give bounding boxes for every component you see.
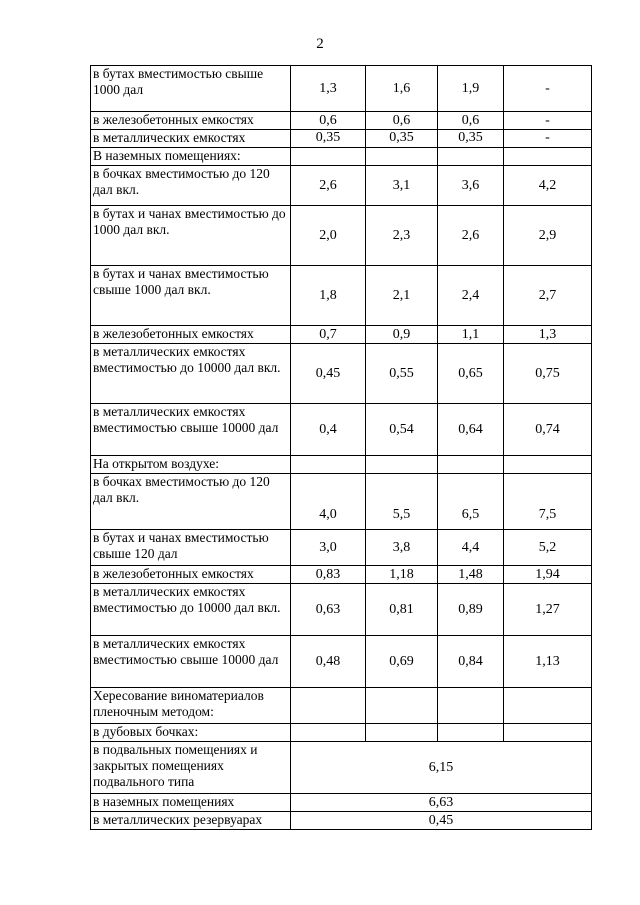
value-cell: 6,5 [438, 474, 504, 530]
row-label: в металлических емкостях вместимостью свыше 10000 дал [91, 404, 291, 456]
value-cell: 4,2 [504, 166, 592, 206]
value-cell: 0,83 [291, 566, 366, 584]
table-row [91, 584, 592, 636]
value-cell: 1,48 [438, 566, 504, 584]
value-cell [438, 456, 504, 474]
value-cell: 0,7 [291, 326, 366, 344]
value-cell: 0,55 [366, 344, 438, 404]
value-cell: 2,1 [366, 266, 438, 326]
row-label: в бочках вместимостью до 120 дал вкл. [91, 474, 291, 530]
value-cell: 0,45 [291, 344, 366, 404]
table-row [91, 130, 592, 148]
row-label: в металлических емкостях вместимостью до 10000 дал вкл. [91, 584, 291, 636]
value-cell: 0,89 [438, 584, 504, 636]
value-cell: 0,69 [366, 636, 438, 688]
value-cell: 1,8 [291, 266, 366, 326]
value-cell: 2,6 [438, 206, 504, 266]
value-cell: 7,5 [504, 474, 592, 530]
row-label: в бутах и чанах вместимостью свыше 1000 дал вкл. [91, 266, 291, 326]
row-label: в металлических емкостях вместимостью до 10000 дал вкл. [91, 344, 291, 404]
row-label: в бутах вместимостью свыше 1000 дал [91, 66, 291, 112]
value-cell: 5,5 [366, 474, 438, 530]
value-cell [438, 724, 504, 742]
row-label: в железобетонных емкостях [91, 566, 291, 584]
table-row [91, 812, 592, 830]
value-cell: 2,9 [504, 206, 592, 266]
row-label: в наземных помещениях [91, 794, 291, 812]
merged-value-cell: 6,15 [291, 742, 592, 794]
table-row [91, 148, 592, 166]
table-row [91, 688, 592, 724]
value-cell: 5,2 [504, 530, 592, 566]
value-cell: 2,7 [504, 266, 592, 326]
row-label: На открытом воздухе: [91, 456, 291, 474]
value-cell: 0,6 [291, 112, 366, 130]
row-label: в металлических резервуарах [91, 812, 291, 830]
value-cell [366, 688, 438, 724]
table-row [91, 566, 592, 584]
table-row [91, 794, 592, 812]
page-number: 2 [316, 36, 324, 52]
table-row [91, 66, 592, 112]
table-row [91, 530, 592, 566]
value-cell: 3,1 [366, 166, 438, 206]
value-cell: 0,63 [291, 584, 366, 636]
table-row [91, 404, 592, 456]
value-cell: 0,9 [366, 326, 438, 344]
row-label: Хересование виноматериалов пленочным методом: [91, 688, 291, 724]
value-cell [504, 688, 592, 724]
merged-value-cell: 6,63 [291, 794, 592, 812]
value-cell: 4,4 [438, 530, 504, 566]
value-cell: 0,4 [291, 404, 366, 456]
value-cell: 1,94 [504, 566, 592, 584]
value-cell [504, 456, 592, 474]
row-label: В наземных помещениях: [91, 148, 291, 166]
table-row [91, 724, 592, 742]
value-cell: 1,3 [504, 326, 592, 344]
row-label: в бочках вместимостью до 120 дал вкл. [91, 166, 291, 206]
table-row [91, 742, 592, 794]
value-cell: 0,84 [438, 636, 504, 688]
value-cell: 2,3 [366, 206, 438, 266]
value-cell [438, 148, 504, 166]
norms-table-body [91, 66, 592, 830]
value-cell: 0,6 [438, 112, 504, 130]
table-row [91, 206, 592, 266]
value-cell: 1,18 [366, 566, 438, 584]
value-cell: 1,27 [504, 584, 592, 636]
value-cell [504, 724, 592, 742]
value-cell: - [504, 130, 592, 148]
value-cell: 0,35 [291, 130, 366, 148]
value-cell [366, 148, 438, 166]
value-cell [291, 688, 366, 724]
table-row [91, 266, 592, 326]
row-label: в железобетонных емкостях [91, 326, 291, 344]
table-row [91, 326, 592, 344]
value-cell: 0,54 [366, 404, 438, 456]
value-cell: 3,0 [291, 530, 366, 566]
row-label: в бутах и чанах вместимостью свыше 120 дал [91, 530, 291, 566]
row-label: в дубовых бочках: [91, 724, 291, 742]
table-row [91, 166, 592, 206]
value-cell [438, 688, 504, 724]
value-cell: 0,35 [366, 130, 438, 148]
value-cell: 3,8 [366, 530, 438, 566]
value-cell: 0,48 [291, 636, 366, 688]
row-label: в железобетонных емкостях [91, 112, 291, 130]
value-cell: 0,74 [504, 404, 592, 456]
value-cell: 2,6 [291, 166, 366, 206]
value-cell [291, 148, 366, 166]
value-cell: 0,64 [438, 404, 504, 456]
value-cell: 0,75 [504, 344, 592, 404]
table-row [91, 344, 592, 404]
row-label: в металлических емкостях [91, 130, 291, 148]
value-cell: 1,3 [291, 66, 366, 112]
row-label: в металлических емкостях вместимостью свыше 10000 дал [91, 636, 291, 688]
value-cell: 0,6 [366, 112, 438, 130]
value-cell: 0,65 [438, 344, 504, 404]
value-cell [504, 148, 592, 166]
table-row [91, 112, 592, 130]
value-cell: 1,6 [366, 66, 438, 112]
merged-value-cell: 0,45 [291, 812, 592, 830]
value-cell: 4,0 [291, 474, 366, 530]
value-cell: - [504, 66, 592, 112]
value-cell: 2,4 [438, 266, 504, 326]
row-label: в подвальных помещениях и закрытых помещениях подвального типа [91, 742, 291, 794]
value-cell: - [504, 112, 592, 130]
value-cell [291, 724, 366, 742]
value-cell [366, 724, 438, 742]
value-cell: 3,6 [438, 166, 504, 206]
table-row [91, 474, 592, 530]
value-cell: 0,35 [438, 130, 504, 148]
norms-table [90, 65, 592, 830]
table-row [91, 636, 592, 688]
value-cell: 1,13 [504, 636, 592, 688]
value-cell [291, 456, 366, 474]
value-cell: 1,9 [438, 66, 504, 112]
value-cell: 2,0 [291, 206, 366, 266]
value-cell [366, 456, 438, 474]
table-row [91, 456, 592, 474]
value-cell: 0,81 [366, 584, 438, 636]
value-cell: 1,1 [438, 326, 504, 344]
row-label: в бутах и чанах вместимостью до 1000 дал вкл. [91, 206, 291, 266]
